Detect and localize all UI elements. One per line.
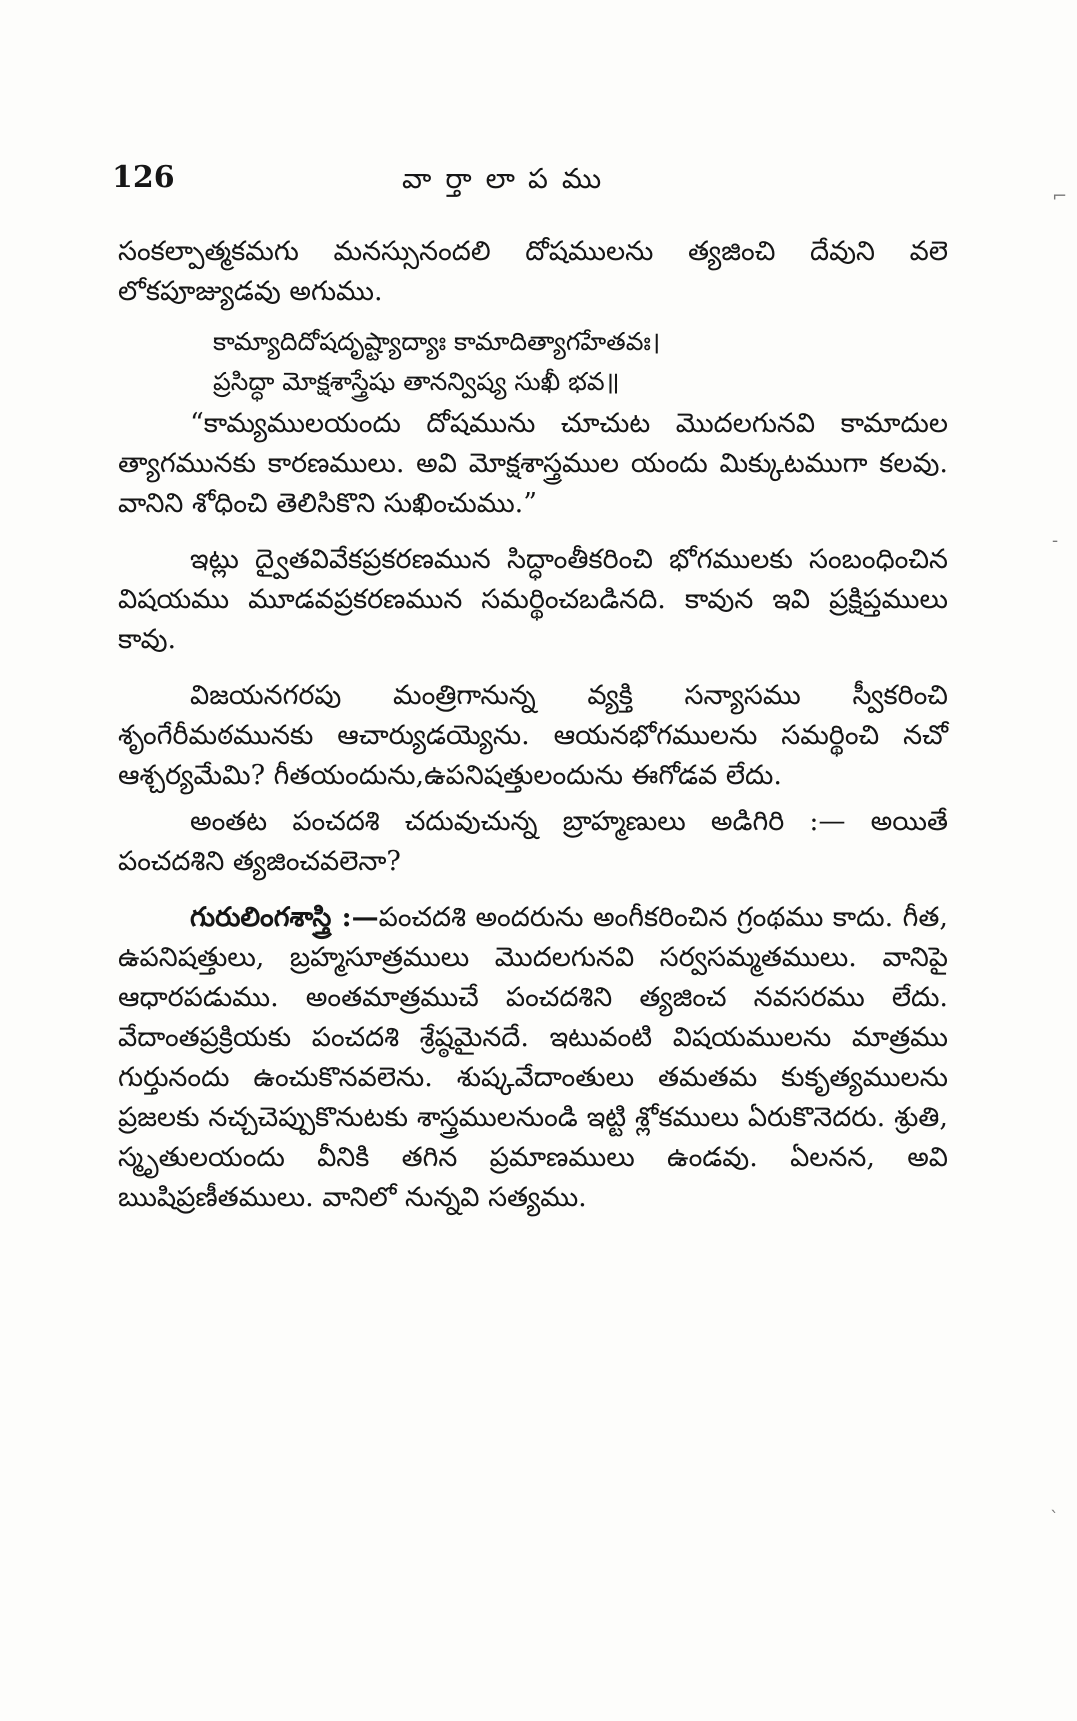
margin-mark: ˋ xyxy=(1050,1508,1059,1529)
paragraph-6 xyxy=(118,898,948,1218)
speaker-label: గురులింగశాస్త్రి :— xyxy=(190,902,379,933)
verse-line-2: ప్రసిద్ధా మోక్షశాస్త్రేషు తానన్విష్య సుఖీ భవ॥ xyxy=(213,367,620,396)
sanskrit-verse xyxy=(213,322,948,402)
paragraph-6-text: పంచదశి అందరును అంగీకరించిన గ్రంథము కాదు. గీత, ఉపనిషత్తులు, బ్రహ్మసూత్రములు మొదలగునవి సర్వసమ్మతములు. వానిపై ఆధారపడుము. అంతమాత్రముచే పంచదశిని త్యజించ నవసరము లేదు. వేదాంతప్రక్రియకు పంచదశి శ్రేష్ఠమైనదే. ఇటువంటి విషయములను మాత్రము గుర్తునందు ఉంచుకొనవలెను. శుష్కవేదాంతులు తమతమ కుకృత్యములను ప్రజలకు నచ్చచెప్పుకొనుటకు శాస్త్రములనుండి ఇట్టి శ్లోకములు ఏరుకొనెదరు. శ్రుతి, స్మృతులయందు వీనికి తగిన ప్రమాణములు ఉండవు. ఏలనన, అవి ఋషిప్రణీతములు. వానిలో నున్నవి సత్యము. xyxy=(118,902,948,1213)
verse-line-1: కామ్యాదిదోషదృష్ట్యాద్యాః కామాదిత్యాగహేతవః। xyxy=(213,327,661,356)
page-number: 126 xyxy=(112,160,175,195)
page-body xyxy=(118,232,948,1218)
paragraph-5: అంతట పంచదశి చదువుచున్న బ్రాహ్మణులు అడిగిరి :— అయితే పంచదశిని త్యజించవలెనా? xyxy=(118,806,948,877)
page-header xyxy=(112,160,952,204)
paragraph-2-translation: “కామ్యములయందు దోషమును చూచుట మొదలగునవి కామాదుల త్యాగమునకు కారణములు. అవి మోక్షశాస్త్రముల యందు మిక్కుటముగా కలవు. వానిని శోధించి తెలిసికొని సుఖించుము.” xyxy=(118,408,948,519)
margin-mark: ⌐ xyxy=(1052,186,1068,207)
margin-mark: - xyxy=(1052,530,1059,551)
paragraph-3: ఇట్లు ద్వైతవివేకప్రకరణమున సిద్ధాంతీకరించి భోగములకు సంబంధించిన విషయము మూడవప్రకరణమున సమర్థించబడినది. కావున ఇవి ప్రక్షిప్తములు కావు. xyxy=(118,544,948,655)
running-title: వార్తాలాపము xyxy=(402,162,616,195)
paragraph-4: విజయనగరపు మంత్రిగానున్న వ్యక్తి సన్యాసము స్వీకరించి శృంగేరీమఠమునకు ఆచార్యుడయ్యెను. ఆయనభోగములను సమర్థించి నచో ఆశ్చర్యమేమి? గీతయందును,ఉపనిషత్తులందును ఈగోడవ లేదు. xyxy=(118,680,948,791)
paragraph-1: సంకల్పాత్మకమగు మనస్సునందలి దోషములను త్యజించి దేవుని వలె లోకపూజ్యుడవు అగుము. xyxy=(118,236,948,307)
